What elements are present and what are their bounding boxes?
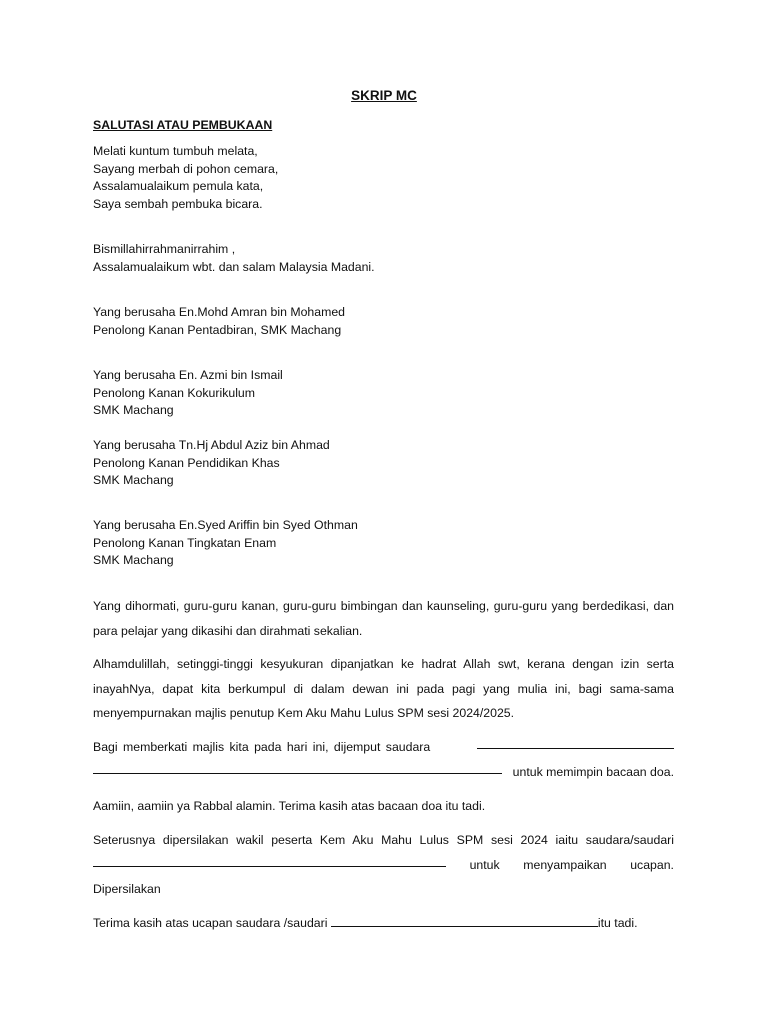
pantun-block: [93, 143, 278, 213]
paragraph-text: Alhamdulillah, setinggi-tinggi kesyukuran dipanjatkan ke hadrat Allah swt, kerana dengan izin serta inayahNya, dapat kita berkumpul di dalam dewan ini pada pagi yang mulia ini, bagi sama-sama menyempurnakan majlis penutup Kem Aku Mahu Lulus SPM sesi 2024/2025.: [93, 657, 674, 720]
speech-word: ucapan.: [630, 857, 674, 872]
salutation-name: Yang berusaha En.Syed Ariffin bin Syed Othman: [93, 518, 358, 532]
pantun-line: Saya sembah pembuka bicara.: [93, 196, 263, 211]
doa-invite-line: [93, 760, 674, 785]
salutation-name: Yang berusaha En.Mohd Amran bin Mohamed: [93, 305, 346, 319]
paragraph-doa-invite: [93, 735, 674, 784]
paragraph-thanks: [93, 911, 674, 936]
salutation-school: SMK Machang: [93, 553, 174, 568]
salutation-role: Penolong Kanan Kokurikulum: [93, 385, 256, 400]
speech-invite-text: Seterusnya dipersilakan wakil peserta Kem Aku Mahu Lulus SPM sesi 2024 iaitu saudara/saudari: [93, 833, 674, 847]
speech-invite-end: Dipersilakan: [93, 882, 161, 896]
greeting-block: [93, 241, 375, 276]
paragraph-speech-invite: [93, 828, 674, 902]
salutation-school: SMK Machang: [93, 473, 174, 488]
paragraph-respects: [93, 594, 674, 643]
paragraph-amen: [93, 794, 674, 819]
blank-line-field[interactable]: [93, 760, 502, 774]
doa-invite-text: Bagi memberkati majlis kita pada hari ini, dijemput saudara: [93, 740, 431, 754]
greeting-line: Assalamualaikum wbt. dan salam Malaysia Madani.: [93, 259, 375, 274]
pantun-line: Sayang merbah di pohon cemara,: [93, 161, 279, 176]
speech-word: untuk: [469, 857, 500, 872]
pantun-line: Assalamualaikum pemula kata,: [93, 179, 264, 194]
salutation-block: [93, 367, 283, 420]
paragraph-text: Aamiin, aamiin ya Rabbal alamin. Terima kasih atas bacaan doa itu tadi.: [93, 799, 486, 813]
thanks-line: [93, 911, 674, 936]
salutation-name: Yang berusaha Tn.Hj Abdul Aziz bin Ahmad: [93, 438, 330, 452]
salutation-block: [93, 304, 345, 339]
paragraph-gratitude: [93, 652, 674, 726]
doa-invite-end: untuk memimpin bacaan doa.: [512, 764, 674, 779]
paragraph-text: Yang dihormati, guru-guru kanan, guru-guru bimbingan dan kaunseling, guru-guru yang berdedikasi, dan para pelajar yang dikasihi dan dirahmati sekalian.: [93, 599, 674, 638]
salutation-role: Penolong Kanan Pentadbiran, SMK Machang: [93, 322, 342, 337]
document-title: SKRIP MC: [351, 88, 417, 103]
doa-invite-line: [93, 735, 674, 760]
speech-word: menyampaikan: [523, 857, 607, 872]
salutation-school: SMK Machang: [93, 403, 174, 418]
salutation-role: Penolong Kanan Pendidikan Khas: [93, 455, 280, 470]
salutation-block: [93, 437, 330, 490]
salutation-name: Yang berusaha En. Azmi bin Ismail: [93, 368, 283, 382]
speech-invite-line: [93, 853, 674, 878]
thanks-end: itu tadi.: [597, 916, 638, 930]
pantun-line: Melati kuntum tumbuh melata,: [93, 144, 258, 158]
blank-line-field[interactable]: [93, 853, 446, 867]
salutation-block: [93, 517, 358, 570]
section-heading: SALUTASI ATAU PEMBUKAAN: [93, 118, 273, 132]
thanks-start: Terima kasih atas ucapan saudara /saudari: [93, 916, 331, 930]
greeting-line: Bismillahirrahmanirrahim ,: [93, 242, 236, 256]
blank-line-field[interactable]: [477, 735, 674, 749]
blank-line-field[interactable]: [331, 913, 598, 927]
salutation-role: Penolong Kanan Tingkatan Enam: [93, 535, 277, 550]
